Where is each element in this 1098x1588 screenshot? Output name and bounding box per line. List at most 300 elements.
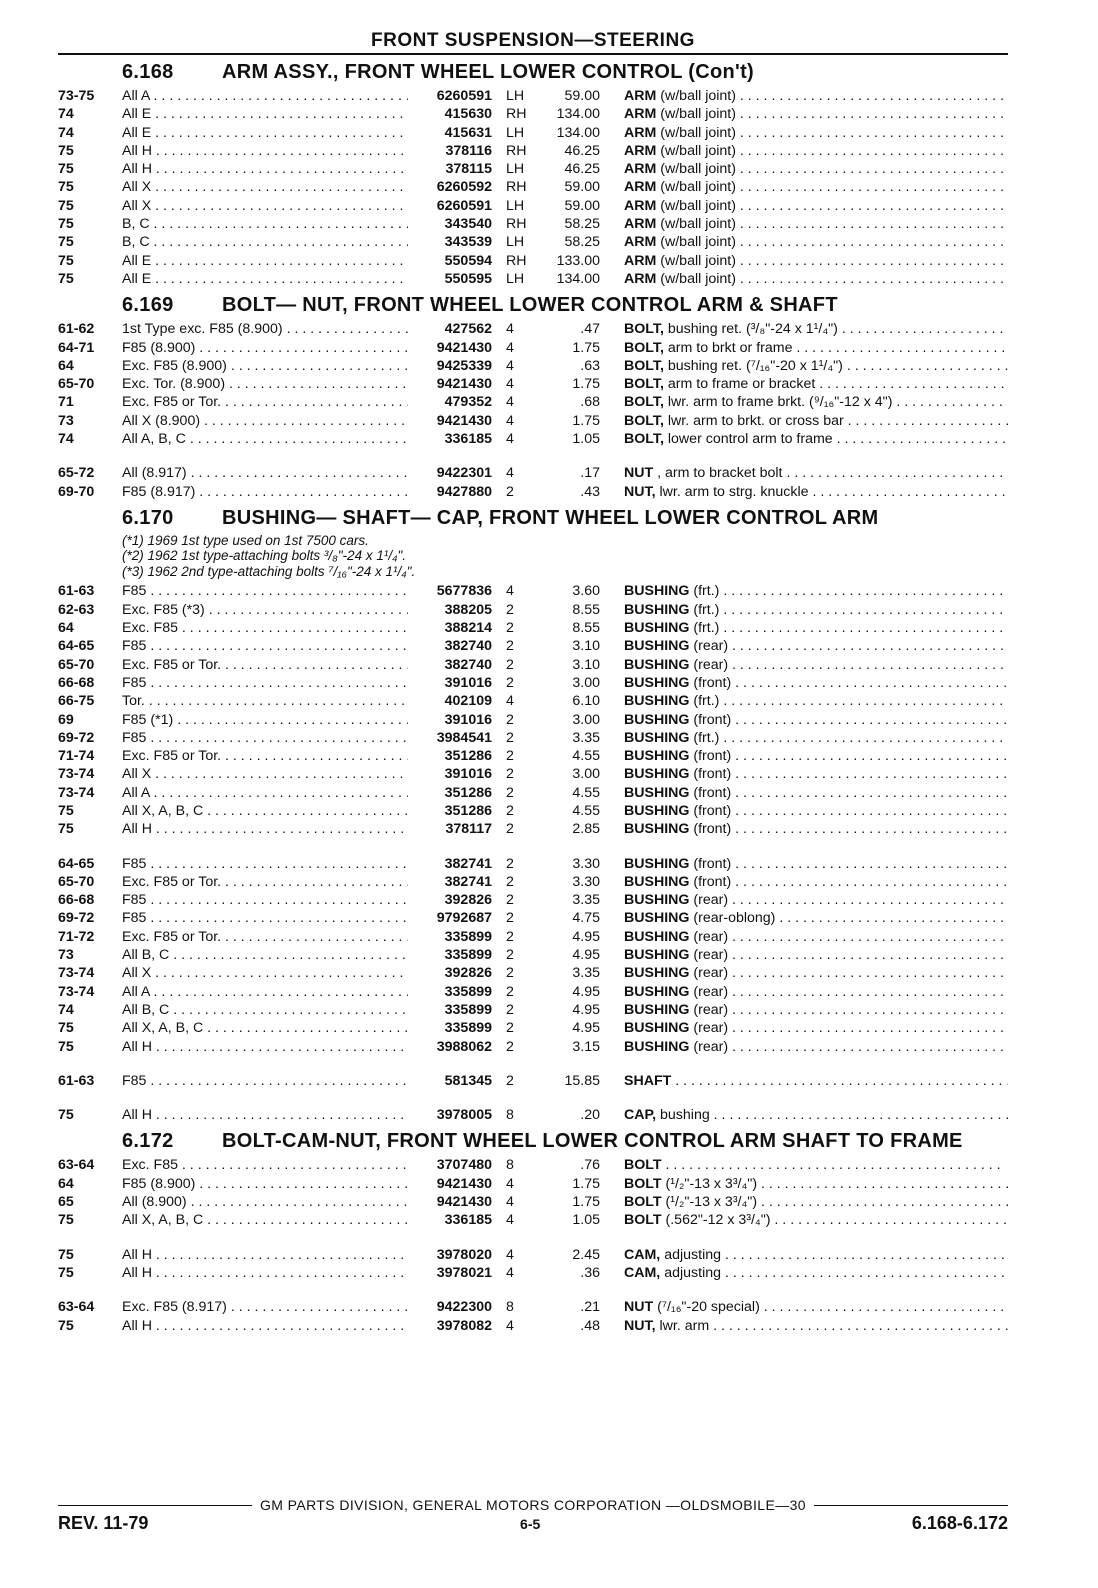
part-detail: (rear) — [693, 1038, 729, 1055]
model-year: 75 — [58, 821, 74, 838]
description — [600, 1019, 1008, 1037]
application: Exc. F85 or Tor. . . . — [122, 747, 408, 765]
table-row — [58, 412, 1008, 430]
application: All B, C . . . — [122, 946, 408, 964]
part-number: 3988062 — [436, 1038, 492, 1055]
model-year: 64-65 — [58, 855, 95, 872]
quantity: 8 — [506, 1299, 514, 1316]
quantity: 2 — [506, 892, 514, 909]
part-name: BOLT, — [624, 376, 664, 393]
part-detail: bushing ret. (⁷/₁₆"-20 x 1¹/₄") — [667, 357, 843, 374]
description — [600, 105, 1008, 123]
description — [600, 729, 1008, 747]
quantity: 4 — [506, 412, 514, 429]
table-row — [58, 215, 1008, 233]
description — [600, 357, 1008, 375]
part-name: BUSHING — [624, 693, 690, 710]
application: All H . . . — [122, 1038, 408, 1056]
model-year: 66-68 — [58, 674, 95, 691]
application: All E . . . — [122, 252, 408, 270]
part-detail: (¹/₂"-13 x 3³/₄") — [665, 1194, 758, 1211]
part-detail: lwr. arm — [659, 1317, 710, 1334]
table-row — [58, 270, 1008, 288]
model-year: 64-71 — [58, 339, 95, 356]
table-row — [58, 909, 1008, 927]
application: F85 . . . — [122, 729, 408, 747]
model-year: 66-75 — [58, 693, 95, 710]
table-row — [58, 711, 1008, 729]
application: B, C . . . — [122, 215, 408, 233]
part-number: 6260592 — [436, 179, 492, 196]
application: All H . . . — [122, 1317, 408, 1335]
quantity: 8 — [506, 1107, 514, 1124]
application: F85 . . . — [122, 909, 408, 927]
application: Exc. F85 or Tor. . . . — [122, 928, 408, 946]
model-year: 69 — [58, 711, 74, 728]
part-detail: (front) — [693, 674, 732, 691]
part-name: BUSHING — [624, 711, 690, 728]
application: Exc. F85 or Tor. . . . — [122, 873, 408, 891]
model-year: 64 — [58, 357, 74, 374]
application: All E . . . — [122, 270, 408, 288]
price: 46.25 — [564, 161, 600, 178]
application: B, C . . . — [122, 233, 408, 251]
price: .20 — [580, 1107, 600, 1124]
application: Exc. F85 . . . — [122, 619, 408, 637]
part-detail: (frt.) — [693, 693, 720, 710]
model-year: 63-64 — [58, 1157, 95, 1174]
quantity: 4 — [506, 583, 514, 600]
part-name: NUT, — [624, 483, 656, 500]
table-row — [58, 1001, 1008, 1019]
model-year: 61-63 — [58, 1072, 95, 1089]
application: Exc. F85 (8.917) . . . — [122, 1298, 408, 1316]
part-name: BUSHING — [624, 855, 690, 872]
part-name: BUSHING — [624, 638, 690, 655]
quantity: 2 — [506, 821, 514, 838]
part-name: SHAFT — [624, 1072, 672, 1089]
quantity: 2 — [506, 947, 514, 964]
part-detail: (rear) — [693, 1020, 729, 1037]
part-number: 343539 — [444, 234, 492, 251]
part-number: 550594 — [444, 252, 492, 269]
part-detail: (w/ball joint) — [660, 106, 736, 123]
quantity: 2 — [506, 983, 514, 1000]
part-number: 335899 — [444, 1001, 492, 1018]
part-name: ARM — [624, 124, 657, 141]
table-row — [58, 891, 1008, 909]
part-name: ARM — [624, 88, 657, 104]
table-row — [58, 233, 1008, 251]
quantity: LH — [506, 270, 525, 287]
quantity: 4 — [506, 376, 514, 393]
table-row — [58, 105, 1008, 123]
price: .36 — [580, 1264, 600, 1281]
part-name: CAP, — [624, 1107, 657, 1124]
description — [600, 784, 1008, 802]
application: Exc. Tor. (8.900) . . . — [122, 375, 408, 393]
table-row — [58, 483, 1008, 501]
table-row — [58, 873, 1008, 891]
model-year: 73 — [58, 412, 74, 429]
description — [600, 1211, 1008, 1229]
price: 3.10 — [572, 638, 600, 655]
quantity: 2 — [506, 1001, 514, 1018]
table-row — [58, 582, 1008, 600]
section-heading — [58, 61, 1008, 83]
application: All H . . . — [122, 160, 408, 178]
price: 134.00 — [556, 270, 600, 287]
part-name: BUSHING — [624, 656, 690, 673]
part-number: 335899 — [444, 947, 492, 964]
quantity: 4 — [506, 1264, 514, 1281]
model-year: 75 — [58, 1264, 74, 1281]
table-row — [58, 393, 1008, 411]
table-row — [58, 1317, 1008, 1335]
price: 1.75 — [572, 376, 600, 393]
model-year: 73-74 — [58, 965, 95, 982]
quantity: 2 — [506, 928, 514, 945]
footer-org: GM PARTS DIVISION, GENERAL MOTORS CORPORATION —OLDSMOBILE—30 — [260, 1497, 806, 1513]
table-row — [58, 1156, 1008, 1174]
model-year: 75 — [58, 270, 74, 287]
price: 59.00 — [564, 179, 600, 196]
model-year: 65-70 — [58, 376, 95, 393]
section-notes — [58, 533, 1008, 580]
quantity: 2 — [506, 855, 514, 872]
part-detail: (frt.) — [693, 620, 720, 637]
description — [600, 1298, 1008, 1316]
part-detail: (rear) — [693, 965, 729, 982]
description — [600, 233, 1008, 251]
quantity: 2 — [506, 965, 514, 982]
part-detail: (rear) — [693, 1001, 729, 1018]
model-year: 61-62 — [58, 321, 95, 338]
description — [600, 619, 1008, 637]
quantity: 4 — [506, 693, 514, 710]
table-row — [58, 87, 1008, 105]
price: .43 — [580, 483, 600, 500]
revision-label: REV. 11-79 — [58, 1513, 149, 1533]
price: 1.05 — [572, 1212, 600, 1229]
section-number: 6.168 — [122, 61, 174, 83]
description — [600, 464, 1008, 482]
part-detail: adjusting — [664, 1264, 722, 1281]
description — [600, 983, 1008, 1001]
price: 4.55 — [572, 748, 600, 765]
part-detail: (front) — [693, 855, 732, 872]
price: 4.95 — [572, 928, 600, 945]
description — [600, 142, 1008, 160]
price: 3.35 — [572, 729, 600, 746]
part-detail: (rear) — [693, 983, 729, 1000]
part-detail: (front) — [693, 784, 732, 801]
price: 2.85 — [572, 821, 600, 838]
footnote: (*1) 1969 1st type used on 1st 7500 cars. — [122, 532, 369, 548]
footer-line — [58, 1497, 1008, 1513]
part-name: CAM, — [624, 1246, 661, 1263]
model-year: 75 — [58, 1212, 74, 1229]
table-row — [58, 252, 1008, 270]
part-name: ARM — [624, 270, 657, 287]
model-year: 73-75 — [58, 88, 95, 104]
part-name: BUSHING — [624, 910, 690, 927]
quantity: LH — [506, 197, 525, 214]
part-number: 581345 — [444, 1072, 492, 1089]
part-number: 382740 — [444, 656, 492, 673]
price: 4.95 — [572, 1001, 600, 1018]
model-year: 71-74 — [58, 748, 95, 765]
application: All X . . . — [122, 178, 408, 196]
part-number: 9421430 — [436, 412, 492, 429]
sections-container — [58, 61, 1008, 1335]
part-number: 382741 — [444, 873, 492, 890]
group-spacer — [58, 1090, 1008, 1106]
table-row — [58, 142, 1008, 160]
part-number: 382741 — [444, 855, 492, 872]
model-year: 75 — [58, 1020, 74, 1037]
model-year: 65-70 — [58, 873, 95, 890]
table-row — [58, 983, 1008, 1001]
quantity: 2 — [506, 1020, 514, 1037]
model-year: 69-70 — [58, 483, 95, 500]
table-row — [58, 619, 1008, 637]
part-name: ARM — [624, 179, 657, 196]
page-title: FRONT SUSPENSION—STEERING — [371, 30, 695, 51]
part-name: BOLT — [624, 1212, 662, 1229]
description — [600, 601, 1008, 619]
part-detail: (frt.) — [693, 601, 720, 618]
quantity: LH — [506, 88, 525, 104]
table-row — [58, 197, 1008, 215]
application: All X . . . — [122, 197, 408, 215]
footnote: (*3) 1962 2nd type-attaching bolts ⁷/₁₆"-24 x 1¹/₄". — [122, 563, 416, 579]
model-year: 69-72 — [58, 729, 95, 746]
application: F85 . . . — [122, 637, 408, 655]
part-detail: (w/ball joint) — [660, 124, 736, 141]
application: F85 . . . — [122, 1072, 408, 1090]
part-detail: bushing — [660, 1107, 710, 1124]
price: 3.30 — [572, 855, 600, 872]
part-detail: (w/ball joint) — [660, 234, 736, 251]
price: 3.30 — [572, 873, 600, 890]
part-name: BUSHING — [624, 983, 690, 1000]
part-detail: (front) — [693, 711, 732, 728]
part-number: 378115 — [445, 161, 492, 178]
price: .21 — [580, 1299, 600, 1316]
quantity: LH — [506, 124, 525, 141]
price: 1.75 — [572, 1194, 600, 1211]
model-year: 73-74 — [58, 983, 95, 1000]
part-number: 382740 — [444, 638, 492, 655]
model-year: 63-64 — [58, 1299, 95, 1316]
model-year: 75 — [58, 803, 74, 819]
table-row — [58, 692, 1008, 710]
quantity: 4 — [506, 357, 514, 374]
part-number: 351286 — [444, 784, 492, 801]
quantity: 8 — [506, 1157, 514, 1174]
price: .48 — [580, 1317, 600, 1334]
application: F85 . . . — [122, 855, 408, 873]
description — [600, 483, 1008, 501]
table-row — [58, 802, 1008, 820]
part-number: 9421430 — [436, 1194, 492, 1211]
application: Exc. F85 or Tor. . . . — [122, 393, 408, 411]
model-year: 73-74 — [58, 784, 95, 801]
part-number: 9425339 — [436, 357, 492, 374]
table-row — [58, 1038, 1008, 1056]
part-name: BOLT, — [624, 412, 664, 429]
table-row — [58, 1019, 1008, 1037]
part-name: BUSHING — [624, 965, 690, 982]
part-name: BOLT — [624, 1194, 662, 1211]
table-row — [58, 1298, 1008, 1316]
part-number: 336185 — [444, 1212, 492, 1229]
description — [600, 674, 1008, 692]
group-spacer — [58, 839, 1008, 855]
description — [600, 339, 1008, 357]
part-name: ARM — [624, 216, 657, 233]
application: All H . . . — [122, 1106, 408, 1124]
description — [600, 1072, 1008, 1090]
model-year: 73-74 — [58, 766, 95, 783]
table-row — [58, 946, 1008, 964]
part-detail: arm to brkt or frame — [667, 339, 793, 356]
description — [600, 320, 1008, 338]
price: 1.75 — [572, 1175, 600, 1192]
part-name: NUT — [624, 465, 654, 482]
description — [600, 747, 1008, 765]
price: 4.55 — [572, 803, 600, 819]
part-detail: (w/ball joint) — [660, 252, 736, 269]
price: 4.55 — [572, 784, 600, 801]
quantity: 2 — [506, 1072, 514, 1089]
part-name: BOLT — [624, 1175, 662, 1192]
model-year: 75 — [58, 216, 74, 233]
quantity: RH — [506, 252, 527, 269]
quantity: 4 — [506, 431, 514, 448]
section-number: 6.169 — [122, 294, 174, 317]
application: All H . . . — [122, 142, 408, 160]
section-title: BOLT— NUT, FRONT WHEEL LOWER CONTROL ARM & SHAFT — [222, 294, 838, 317]
quantity: 2 — [506, 1038, 514, 1055]
table-row — [58, 124, 1008, 142]
application: All H . . . — [122, 1246, 408, 1264]
description — [600, 946, 1008, 964]
quantity: 4 — [506, 339, 514, 356]
table-row — [58, 1175, 1008, 1193]
part-detail: (w/ball joint) — [660, 270, 736, 287]
part-number: 351286 — [444, 803, 492, 819]
table-row — [58, 820, 1008, 838]
description — [600, 1246, 1008, 1264]
price: 15.85 — [564, 1072, 600, 1089]
quantity: RH — [506, 179, 527, 196]
table-row — [58, 747, 1008, 765]
part-number: 351286 — [444, 748, 492, 765]
price: 2.45 — [572, 1246, 600, 1263]
group-spacer — [58, 1230, 1008, 1246]
quantity: LH — [506, 234, 525, 251]
quantity: 2 — [506, 748, 514, 765]
catalog-page — [58, 30, 1008, 1335]
part-number: 9421430 — [436, 376, 492, 393]
description — [600, 802, 1008, 820]
part-name: BOLT — [624, 1157, 662, 1174]
group-spacer — [58, 1282, 1008, 1298]
quantity: RH — [506, 142, 527, 159]
table-row — [58, 656, 1008, 674]
application: Exc. F85 . . . — [122, 1156, 408, 1174]
part-name: BUSHING — [624, 674, 690, 691]
part-detail: (w/ball joint) — [660, 142, 736, 159]
part-detail: lwr. arm to brkt. or cross bar — [667, 412, 844, 429]
table-row — [58, 1211, 1008, 1229]
model-year: 75 — [58, 161, 74, 178]
description — [600, 1038, 1008, 1056]
part-detail: (rear) — [693, 638, 729, 655]
part-number: 415631 — [444, 124, 492, 141]
part-name: NUT, — [624, 1317, 656, 1334]
part-name: BUSHING — [624, 1001, 690, 1018]
price: 8.55 — [572, 601, 600, 618]
description — [600, 124, 1008, 142]
price: 1.05 — [572, 431, 600, 448]
model-year: 75 — [58, 1107, 74, 1124]
table-row — [58, 464, 1008, 482]
application: F85 (8.900) . . . — [122, 1175, 408, 1193]
part-detail: (⁷/₁₆"-20 special) — [657, 1299, 760, 1316]
part-detail: (front) — [693, 821, 732, 838]
application: 1st Type exc. F85 (8.900) . . . — [122, 320, 408, 338]
application: F85 . . . — [122, 582, 408, 600]
table-row — [58, 928, 1008, 946]
price: 3.15 — [572, 1038, 600, 1055]
model-year: 64-65 — [58, 638, 95, 655]
part-detail: lwr. arm to strg. knuckle — [659, 483, 809, 500]
part-number: 9421430 — [436, 1175, 492, 1192]
application: All X, A, B, C . . . — [122, 1211, 408, 1229]
part-name: BOLT, — [624, 339, 664, 356]
table-row — [58, 375, 1008, 393]
table-row — [58, 765, 1008, 783]
price: .17 — [580, 465, 600, 482]
description — [600, 891, 1008, 909]
part-detail: (frt.) — [693, 583, 720, 600]
description — [600, 1156, 1008, 1174]
part-detail: bushing ret. (³/₈"-24 x 1¹/₄") — [667, 321, 838, 338]
part-detail: (¹/₂"-13 x 3³/₄") — [665, 1175, 758, 1192]
application: Exc. F85 (*3) . . . — [122, 601, 408, 619]
table-row — [58, 1106, 1008, 1124]
description — [600, 656, 1008, 674]
price: 4.95 — [572, 1020, 600, 1037]
section-title: BUSHING— SHAFT— CAP, FRONT WHEEL LOWER CONTROL ARM — [222, 506, 879, 529]
quantity: 2 — [506, 766, 514, 783]
part-number: 9422301 — [436, 465, 492, 482]
quantity: 2 — [506, 620, 514, 637]
part-number: 3978021 — [436, 1264, 492, 1281]
part-detail: (rear) — [693, 928, 729, 945]
part-name: BUSHING — [624, 583, 690, 600]
description — [600, 215, 1008, 233]
part-number: 343540 — [444, 216, 492, 233]
description — [600, 1001, 1008, 1019]
part-number: 391016 — [444, 674, 492, 691]
part-number: 9422300 — [436, 1299, 492, 1316]
price: .63 — [580, 357, 600, 374]
description — [600, 1193, 1008, 1211]
